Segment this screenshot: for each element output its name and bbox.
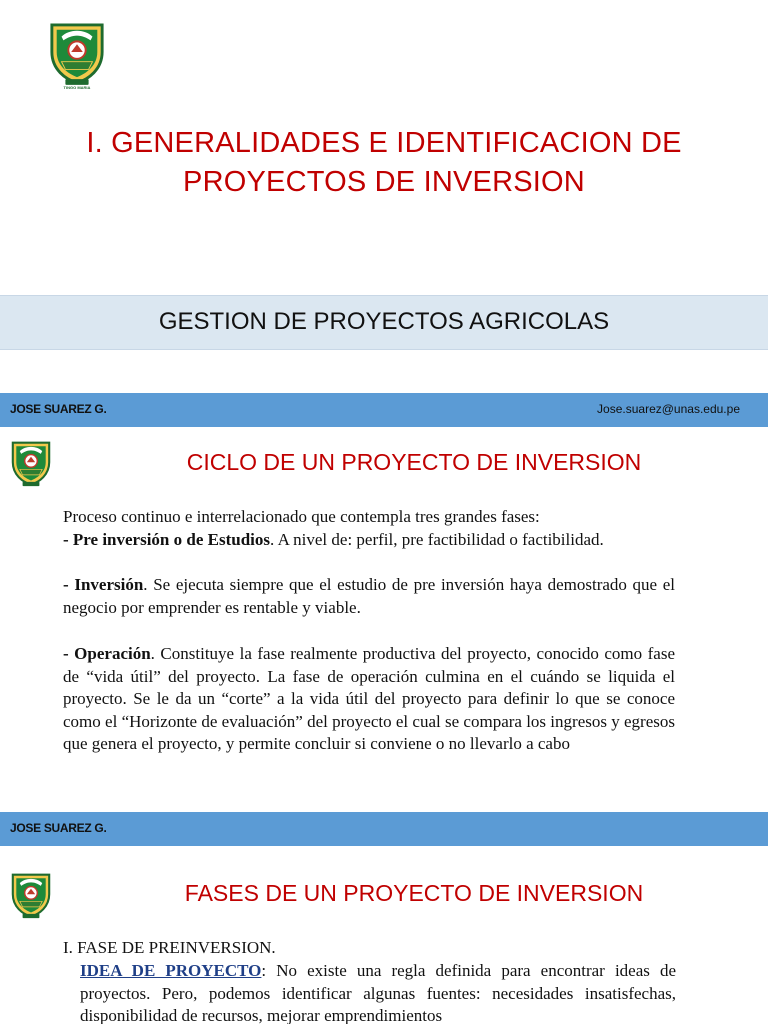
university-crest-icon (48, 18, 106, 88)
phases-slide (0, 812, 768, 1024)
header-bar (0, 812, 768, 846)
idea-de-proyecto-link[interactable]: IDEA DE PROYECTO (80, 961, 262, 980)
phase-operacion (63, 643, 675, 756)
title-line-2: PROYECTOS DE INVERSION (183, 166, 585, 198)
crest-motto: TINGO MARIA (63, 85, 91, 90)
university-crest-icon (10, 437, 52, 489)
university-crest-icon (10, 869, 52, 921)
cycle-slide (0, 393, 768, 805)
author-name: JOSE SUAREZ G. (10, 821, 107, 835)
section-heading: I. FASE DE PREINVERSION. (63, 938, 276, 957)
slide-title: CICLO DE UN PROYECTO DE INVERSION (186, 449, 642, 475)
phase-preinversion-label: - Pre inversión o de Estudios (63, 529, 271, 549)
author-email: Jose.suarez@unas.edu.pe (597, 402, 740, 416)
title-slide (0, 0, 768, 376)
author-name: JOSE SUAREZ G. (10, 402, 107, 416)
phase-inversion-label: Inversión (74, 575, 144, 594)
phase-operacion-text: . Constituye la fase realmente productiva del proyecto, conocido como fase de “vida útil” del proyecto. La fase de operación culmina en el cuándo se liquida el proyecto. Se le da un “corte” a la vida útil del proyecto para definir lo que se conoce como el “Horizonte de evaluación” del proyecto el cual se compara los ingresos y egresos que genera el proyecto, y permite concluir si conviene o no llevarlo a cabo (63, 644, 675, 753)
phase-inversion-text: . Se ejecuta siempre que el estudio de pre inversión haya demostrado que el negocio por emprender es rentable y viable. (63, 575, 676, 617)
slide-title: FASES DE UN PROYECTO DE INVERSION (184, 880, 644, 906)
idea-de-proyecto (80, 960, 676, 1024)
slide-title (40, 124, 728, 202)
title-line-1: I. GENERALIDADES E IDENTIFICACION DE (86, 127, 682, 159)
phase-operacion-label: - Operación (63, 644, 151, 663)
course-name: GESTION DE PROYECTOS AGRICOLAS (158, 308, 610, 335)
intro-text: Proceso continuo e interrelacionado que contempla tres grandes fases: - Pre inversión o de Estudios. A nivel de: perfil, pre factibilidad o factibilidad. (63, 507, 604, 549)
phase-inversion: - Inversión. Se ejecuta siempre que el estudio de pre inversión haya demostrado que el negocio por emprender es rentable y viable. (63, 575, 676, 617)
idea-de-proyecto-text: : No existe una regla definida para encontrar ideas de proyectos. Pero, podemos identificar algunas fuentes: necesidades insatisfechas, disponibilidad de recursos, mejorar emprendimientos (80, 961, 677, 1024)
phase-preinversion-text: . A nivel de: perfil, pre factibilidad o factibilidad. (270, 529, 604, 549)
course-band (0, 295, 768, 350)
header-bar (0, 393, 768, 427)
